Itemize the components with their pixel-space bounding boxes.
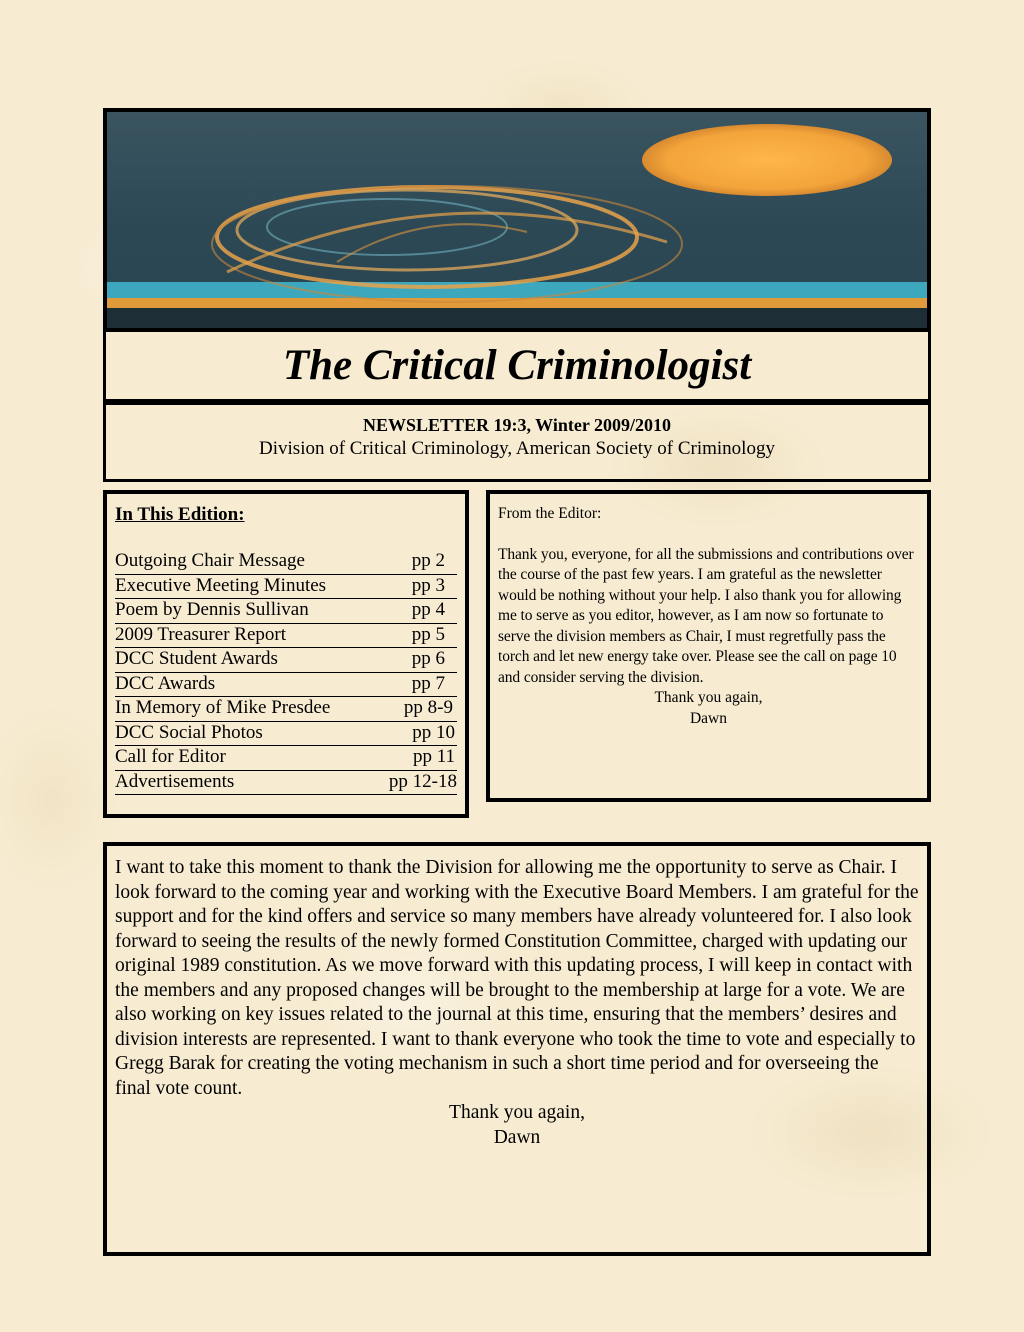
toc-item-label: DCC Student Awards xyxy=(115,648,278,669)
toc-item[interactable] xyxy=(115,722,457,747)
toc-item-page: pp 12-18 xyxy=(388,770,457,792)
toc-item-label: Outgoing Chair Message xyxy=(115,550,305,571)
toc-item-label: DCC Social Photos xyxy=(115,721,263,743)
chair-message-signature: Dawn xyxy=(493,1126,541,1148)
toc-item-page: pp 6 xyxy=(411,648,445,669)
toc-heading: In This Edition: xyxy=(115,504,245,525)
toc-item[interactable] xyxy=(115,624,457,649)
toc-item-label: Call for Editor xyxy=(115,746,226,767)
toc-item-label: DCC Awards xyxy=(115,672,216,694)
toc-item[interactable] xyxy=(115,746,457,771)
toc-item-label: Advertisements xyxy=(115,770,235,792)
toc-item[interactable] xyxy=(115,575,457,600)
table-of-contents xyxy=(103,490,469,818)
abstract-rings-artwork xyxy=(107,112,927,328)
toc-item[interactable] xyxy=(115,648,457,673)
toc-item-page: pp 7 xyxy=(411,672,445,694)
toc-item-page: pp 8-9 xyxy=(403,697,453,718)
title-box xyxy=(103,330,931,402)
toc-item-page: pp 5 xyxy=(411,623,445,645)
toc-item[interactable] xyxy=(115,697,457,722)
toc-item-label: Executive Meeting Minutes xyxy=(115,574,327,596)
chair-message-box xyxy=(103,842,931,1256)
toc-item[interactable] xyxy=(115,599,457,624)
issue-box xyxy=(103,402,931,482)
toc-item-page: pp 11 xyxy=(412,746,455,767)
toc-item-page: pp 3 xyxy=(411,574,445,596)
editor-note-heading: From the Editor: xyxy=(498,505,602,522)
toc-item-page: pp 2 xyxy=(411,550,445,571)
toc-item-label: Poem by Dennis Sullivan xyxy=(115,599,309,620)
editor-note-closing: Thank you again, xyxy=(654,689,763,706)
chair-message-closing: Thank you again, xyxy=(449,1102,585,1123)
toc-item[interactable] xyxy=(115,673,457,698)
toc-item-label: 2009 Treasurer Report xyxy=(115,623,286,645)
issue-line: NEWSLETTER 19:3, Winter 2009/2010 xyxy=(362,415,672,435)
toc-item-label: In Memory of Mike Presdee xyxy=(115,697,331,718)
newsletter-title: The Critical Criminologist xyxy=(282,342,752,389)
editor-note-body: Thank you, everyone, for all the submissions and contributions over the course of the past few years. I am grateful as the newsletter would be nothing without your help. I also thank you for allowing me to serve as you editor, however, as I am now so fortunate to serve the division members as Chair, I must regretfully pass the torch and let new energy take over. Please see the call on page 10 and consider serving the division. xyxy=(498,545,914,686)
toc-item-page: pp 4 xyxy=(411,599,445,620)
organization-line: Division of Critical Criminology, American Society of Criminology xyxy=(259,438,775,459)
toc-item[interactable] xyxy=(115,771,457,796)
toc-item-page: pp 10 xyxy=(412,721,455,743)
toc-item[interactable] xyxy=(115,550,457,575)
editor-note-signature: Dawn xyxy=(689,709,728,727)
banner-image xyxy=(103,108,931,332)
chair-message-body: I want to take this moment to thank the Division for allowing me the opportunity to serve as Chair. I look forward to the coming year and working with the Executive Board Members. I am grateful for the support and for the kind offers and service so many members have already volunteered for. I also look forward to seeing the results of the newly formed Constitution Committee, charged with updating our original 1989 constitution. As we move forward with this updating process, I will keep in contact with the members and any proposed changes will be brought to the membership at large for a vote. We are also working on key issues related to the journal at this time, ensuring that the members’ desires and division interests are represented. I want to thank everyone who took the time to vote and especially to Gregg Barak for creating the voting mechanism in such a short time period and for overseeing the final vote count. xyxy=(115,857,919,1099)
editor-note-box xyxy=(486,490,931,802)
